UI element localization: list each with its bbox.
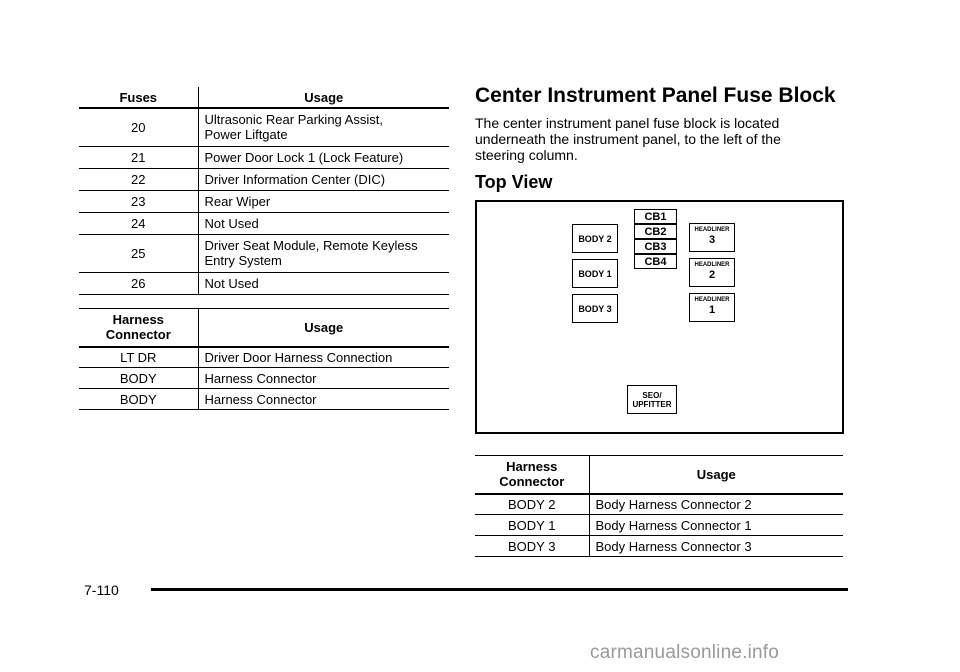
fuse-number: 25 <box>79 234 198 272</box>
table-row <box>79 368 449 389</box>
fuse-usage: Ultrasonic Rear Parking Assist, Power Liftgate <box>198 108 449 146</box>
body-1-connector: BODY 1 <box>572 259 618 288</box>
harness-connector-table-right <box>475 455 843 557</box>
connector-name: BODY <box>79 389 198 410</box>
table-row <box>475 515 843 536</box>
top-view-heading: Top View <box>475 172 553 192</box>
connector-usage: Driver Door Harness Connection <box>198 347 449 368</box>
fuse-usage: Rear Wiper <box>198 190 449 212</box>
table-row <box>79 212 449 234</box>
circuit-breaker-cb3: CB3 <box>634 239 677 254</box>
connector-usage: Body Harness Connector 1 <box>589 515 843 536</box>
harness-connector-header: Harness Connector <box>79 309 198 347</box>
connector-usage: Harness Connector <box>198 389 449 410</box>
connector-usage: Body Harness Connector 2 <box>589 494 843 515</box>
headliner-2-connector: HEADLINER 2 <box>689 258 735 287</box>
footer-rule <box>151 588 848 591</box>
fuse-number: 26 <box>79 272 198 294</box>
fuses-table <box>79 87 449 295</box>
table-row <box>79 272 449 294</box>
fuse-number: 22 <box>79 168 198 190</box>
section-title: Center Instrument Panel Fuse Block <box>475 84 836 107</box>
circuit-breaker-cb2: CB2 <box>634 224 677 239</box>
fuse-number: 20 <box>79 108 198 146</box>
circuit-breaker-cb4: CB4 <box>634 254 677 269</box>
table-row <box>79 347 449 368</box>
usage-header: Usage <box>198 309 449 347</box>
connector-name: BODY 2 <box>475 494 589 515</box>
fuse-number: 21 <box>79 146 198 168</box>
connector-name: LT DR <box>79 347 198 368</box>
table-row <box>79 146 449 168</box>
usage-header: Usage <box>589 456 843 494</box>
fuse-number: 24 <box>79 212 198 234</box>
harness-connector-table-left <box>79 308 449 410</box>
seo-upfitter-connector: SEO/ UPFITTER <box>627 385 677 414</box>
headliner-1-connector: HEADLINER 1 <box>689 293 735 322</box>
fuse-usage: Power Door Lock 1 (Lock Feature) <box>198 146 449 168</box>
connector-usage: Body Harness Connector 3 <box>589 536 843 557</box>
table-row <box>475 494 843 515</box>
fuses-header: Fuses <box>79 87 198 108</box>
section-body: The center instrument panel fuse block is located underneath the instrument panel, to the left of the steering column. <box>475 115 781 163</box>
page-number: 7-110 <box>84 582 119 598</box>
table-row <box>79 234 449 272</box>
fuse-usage: Driver Information Center (DIC) <box>198 168 449 190</box>
fuse-usage: Not Used <box>198 272 449 294</box>
usage-header: Usage <box>198 87 449 108</box>
harness-connector-header: Harness Connector <box>475 456 589 494</box>
connector-name: BODY 3 <box>475 536 589 557</box>
connector-name: BODY 1 <box>475 515 589 536</box>
body-2-connector: BODY 2 <box>572 224 618 253</box>
table-row <box>79 389 449 410</box>
fuse-number: 23 <box>79 190 198 212</box>
connector-usage: Harness Connector <box>198 368 449 389</box>
fuse-usage: Driver Seat Module, Remote Keyless Entry System <box>198 234 449 272</box>
headliner-3-connector: HEADLINER 3 <box>689 223 735 252</box>
fuse-block-diagram <box>475 200 844 434</box>
connector-name: BODY <box>79 368 198 389</box>
fuse-usage: Not Used <box>198 212 449 234</box>
watermark-text: carmanualsonline.info <box>590 642 780 663</box>
body-3-connector: BODY 3 <box>572 294 618 323</box>
table-row <box>79 190 449 212</box>
table-row <box>79 108 449 146</box>
table-row <box>475 536 843 557</box>
circuit-breaker-cb1: CB1 <box>634 209 677 224</box>
table-row <box>79 168 449 190</box>
